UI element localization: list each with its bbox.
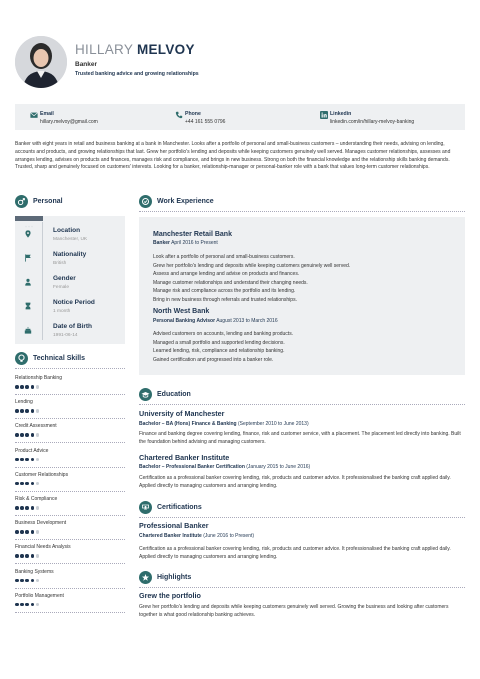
skill-level-dot	[36, 409, 40, 413]
certifications-section-header: Certifications	[139, 501, 465, 515]
skill-level-dot	[25, 458, 29, 462]
profile-summary: Banker with eight years in retail and business banking at a bank in Manchester. Looks after a portfolio of personal and small-business customers – understanding their needs, advising on lending, accounts and products, and growing relationships that last. Grew her portfolio's lending and deposits while keeping customers genuinely well served. Manages customer relationships, assesses and arranges lending, advises on products and finances, manages risk and compliance, and brings in new business. Strong on both the financial knowledge and the relationship skills banking demands. Trusted, sharp and genuinely focused on customers' interests. Looking for a banker, relationship-manager or personal-banker role with a bank that values long-term customer relationships.	[15, 141, 451, 171]
skill-level-dot	[36, 433, 40, 437]
job-company: Manchester Retail Bank	[153, 231, 232, 238]
highlights-section-header: Highlights	[139, 571, 465, 585]
skill-item	[15, 448, 125, 472]
skill-name: Relationship Banking	[15, 375, 62, 381]
skill-level-dot	[15, 579, 19, 583]
personal-row-dob: Date of Birth 1991-06-14	[15, 320, 125, 344]
skill-level-rating	[15, 433, 41, 438]
skill-level-dot	[20, 603, 24, 607]
cake-icon	[24, 326, 32, 334]
skill-level-dot	[31, 579, 35, 583]
education-school: Chartered Banker Institute	[139, 453, 230, 462]
skill-level-dot	[20, 458, 24, 462]
skill-divider	[15, 491, 125, 492]
education-section-header: Education	[139, 388, 465, 402]
skill-level-dot	[15, 409, 19, 413]
skill-level-dot	[31, 409, 35, 413]
phone-value[interactable]: +44 161 555 0796	[185, 119, 226, 125]
skill-name: Financial Needs Analysis	[15, 544, 71, 551]
skill-level-dot	[25, 409, 29, 413]
job-meta: Personal Banking Advisor August 2013 to March 2016	[153, 318, 278, 324]
skill-level-dot	[20, 482, 24, 486]
skill-divider	[15, 588, 125, 589]
skill-name: Risk & Compliance	[15, 496, 58, 502]
education-description: Certification as a professional banker covering lending, risk, products and customer advice. It professionalised the banking craft applied daily. Applied directly to managing customers and arranging lending.	[139, 475, 451, 489]
skill-level-dot	[36, 554, 40, 558]
email-icon	[30, 111, 38, 119]
skill-level-dot	[36, 506, 40, 510]
skill-name: Product Advice	[15, 447, 49, 454]
skill-item	[15, 496, 125, 520]
skill-level-dot	[25, 482, 29, 486]
skill-level-rating	[15, 506, 41, 511]
skill-level-dot	[15, 482, 19, 486]
personal-panel-tab	[15, 216, 43, 221]
highlight-description: Grew her portfolio's lending and deposits while keeping customers genuinely well served. Growing the business and looking after customers together is what good relationship banking achieves.	[139, 604, 449, 618]
skill-level-dot	[15, 506, 19, 510]
skill-item	[15, 593, 125, 617]
skill-level-dot	[20, 554, 24, 558]
skill-level-dot	[25, 506, 29, 510]
skill-item	[15, 520, 125, 544]
skill-level-dot	[36, 603, 40, 607]
certification-issuer: Chartered Banker Institute (June 2016 to Present)	[139, 533, 255, 539]
linkedin-value[interactable]: linkedin.com/in/hillary-melvoy-banking	[330, 119, 415, 125]
skill-level-dot	[36, 458, 40, 462]
skill-divider	[15, 515, 125, 516]
skill-level-rating	[15, 554, 41, 559]
gender-icon	[15, 195, 28, 208]
tagline: Trusted banking advice and growing relationships	[75, 71, 199, 77]
skill-level-dot	[36, 579, 40, 583]
skill-item	[15, 544, 125, 568]
skill-name: Banking Systems	[15, 568, 54, 575]
job-company: North West Bank	[153, 308, 210, 315]
certification-description: Certification as a professional banker covering lending, risk, products and customer advice. It professionalised the banking craft applied daily. Applied directly to managing customers and arranging lending.	[139, 546, 451, 560]
personal-row-location: Location Manchester, UK	[15, 224, 125, 248]
briefcase-icon	[139, 195, 152, 208]
highlight-title: Grew the portfolio	[139, 591, 201, 600]
skill-item	[15, 472, 125, 496]
skill-level-dot	[20, 579, 24, 583]
certification-title: Professional Banker	[139, 521, 209, 530]
education-description: Finance and banking degree covering lending, finance, risk and customer service, with a placement. The placement led directly into banking. Built the foundation behind advising and managing customers.	[139, 431, 461, 445]
skill-level-dot	[20, 433, 24, 437]
job-bullets: Advised customers on accounts, lending and banking products. Managed a small portfolio and supported lending decisions. Learned lending, risk, compliance and relationship banking. Gained certification and progressed into a banker role.	[153, 331, 294, 363]
skill-name: Credit Assessment	[15, 423, 57, 430]
contact-bar: Email hillary.melvoy@gmail.com Phone +44 161 555 0796 Linkedin linkedin.com/in/hillary-melvoy-banking	[15, 104, 465, 130]
skill-divider	[15, 442, 125, 443]
education-degree: Bachelor – BA (Hons) Finance & Banking (September 2010 to June 2013)	[139, 421, 309, 427]
lightbulb-icon	[15, 352, 28, 365]
skill-level-rating	[15, 603, 41, 608]
skill-divider	[15, 467, 125, 468]
person-icon	[24, 278, 32, 286]
profile-photo	[15, 36, 67, 88]
skill-level-rating	[15, 530, 41, 535]
skill-level-dot	[25, 603, 29, 607]
skill-name: Business Development	[15, 520, 67, 527]
skill-level-rating	[15, 458, 41, 463]
certificate-icon	[139, 501, 152, 514]
skill-level-dot	[31, 554, 35, 558]
skill-level-rating	[15, 409, 41, 414]
skill-divider	[15, 539, 125, 540]
personal-section-header: Personal	[15, 195, 125, 209]
job-role: Banker	[75, 61, 98, 68]
personal-row-notice: Notice Period 1 month	[15, 296, 125, 320]
skill-level-dot	[36, 385, 40, 389]
skill-level-rating	[15, 482, 41, 487]
skill-divider	[15, 394, 125, 395]
personal-row-nationality: Nationality British	[15, 248, 125, 272]
job-bullets: Look after a portfolio of personal and small-business customers. Grew her portfolio's lending and deposits while keeping customers genuinely well served. Assess and arrange lending and advise on products and finances. Manage customer relationships and understand their changing needs. Manage risk and compliance across the portfolio and its lending. Bring in new business through referrals and trusted relationships.	[153, 254, 351, 303]
skill-level-dot	[15, 458, 19, 462]
location-pin-icon	[24, 230, 32, 238]
skill-level-dot	[15, 554, 19, 558]
education-school: University of Manchester	[139, 409, 225, 418]
skill-name: Lending	[15, 399, 33, 406]
skill-level-dot	[25, 433, 29, 437]
skill-item	[15, 569, 125, 593]
linkedin-icon	[320, 111, 328, 119]
skill-level-dot	[25, 530, 29, 534]
skill-level-dot	[25, 385, 29, 389]
skill-level-dot	[25, 554, 29, 558]
skill-level-dot	[31, 433, 35, 437]
skill-level-dot	[15, 433, 19, 437]
job-meta: Banker April 2016 to Present	[153, 240, 218, 246]
skill-name: Customer Relationships	[15, 471, 69, 478]
skill-item	[15, 375, 125, 399]
skill-level-dot	[31, 458, 35, 462]
hourglass-icon	[24, 302, 32, 310]
skill-level-dot	[31, 482, 35, 486]
skill-level-dot	[15, 603, 19, 607]
skill-level-dot	[20, 385, 24, 389]
personal-row-gender: Gender Female	[15, 272, 125, 296]
skill-level-dot	[25, 579, 29, 583]
skill-divider	[15, 563, 125, 564]
graduation-cap-icon	[139, 388, 152, 401]
skill-level-dot	[31, 506, 35, 510]
skill-level-dot	[31, 603, 35, 607]
phone-icon	[175, 111, 183, 119]
skill-level-dot	[36, 530, 40, 534]
skill-divider	[15, 418, 125, 419]
flag-icon	[24, 254, 32, 262]
skill-level-dot	[15, 385, 19, 389]
skill-level-dot	[31, 530, 35, 534]
skill-level-dot	[15, 530, 19, 534]
skill-level-dot	[20, 530, 24, 534]
skill-divider	[15, 612, 125, 613]
skill-item	[15, 399, 125, 423]
skills-section-header: Technical Skills	[15, 352, 125, 366]
skill-level-rating	[15, 385, 41, 390]
skill-level-rating	[15, 579, 41, 584]
skill-level-dot	[20, 506, 24, 510]
skill-name: Portfolio Management	[15, 592, 64, 599]
email-value[interactable]: hillary.melvoy@gmail.com	[40, 119, 98, 125]
star-icon	[139, 571, 152, 584]
skill-level-dot	[36, 482, 40, 486]
resume-header	[15, 36, 465, 92]
skill-level-dot	[31, 385, 35, 389]
skill-level-dot	[20, 409, 24, 413]
skill-item	[15, 423, 125, 447]
education-degree: Bachelor – Professional Banker Certification (January 2015 to June 2016)	[139, 464, 311, 470]
full-name: HILLARY MELVOY	[75, 42, 195, 57]
work-section-header: Work Experience	[139, 195, 465, 209]
